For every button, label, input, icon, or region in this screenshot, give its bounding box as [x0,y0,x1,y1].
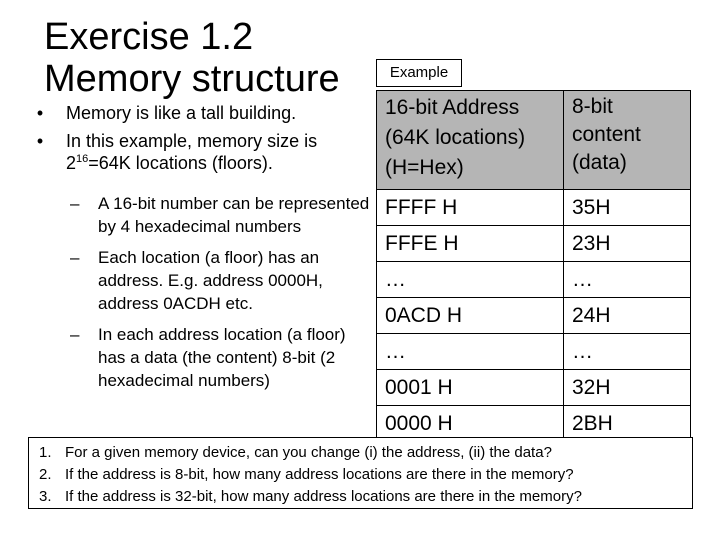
question-item [39,486,682,508]
bullet-text: Memory is like a tall building. [66,103,297,123]
bullet-marker: • [36,103,44,123]
header-line: 16-bit Address [385,96,520,119]
content-cell: 2BH [564,406,691,442]
bullet-text: In this example, memory size is 2 [66,131,318,173]
sub-bullet-text: A 16-bit number can be represented by 4 hexadecimal numbers [98,194,370,236]
sub-bullet-marker: – [70,248,80,267]
bullet-item [28,102,368,124]
title-line-1: Exercise 1.2 [44,16,254,58]
bullet-text-end: =64K locations (floors). [88,153,273,173]
question-text: If the address is 32-bit, how many address locations are there in the memory? [65,488,582,505]
questions-box [28,437,693,509]
table-row [377,370,691,406]
content-column-header [564,91,691,190]
bullet-item [28,130,368,174]
header-line: (data) [572,151,627,174]
exponent: 16 [76,153,89,165]
question-item [39,464,682,486]
header-line: content [572,123,641,146]
table-row [377,226,691,262]
content-cell: … [564,334,691,370]
sub-bullet-item [70,192,370,238]
content-cell: 24H [564,298,691,334]
table-row [377,190,691,226]
question-item [39,442,682,464]
question-text: For a given memory device, can you change (i) the address, (ii) the data? [65,444,552,461]
address-cell: … [377,262,564,298]
question-number: 3. [39,488,52,505]
content-cell: 23H [564,226,691,262]
sub-bullet-text: In each address location (a floor) has a data (the content) 8-bit (2 hexadecimal numbers) [98,325,346,390]
example-label: Example [376,59,462,87]
sub-bullet-item [70,323,370,392]
memory-table [376,90,691,442]
title-line-2: Memory structure [44,58,340,100]
sub-bullet-marker: – [70,194,80,213]
header-line: 8-bit [572,95,613,118]
sub-bullet-marker: – [70,325,80,344]
bullet-list [28,102,368,180]
content-cell: 35H [564,190,691,226]
address-cell: … [377,334,564,370]
table-row [377,334,691,370]
address-column-header [377,91,564,190]
table-row [377,298,691,334]
address-cell: 0001 H [377,370,564,406]
content-cell: 32H [564,370,691,406]
question-number: 2. [39,466,52,483]
table-row [377,262,691,298]
question-number: 1. [39,444,52,461]
question-text: If the address is 8-bit, how many address locations are there in the memory? [65,466,574,483]
address-cell: 0ACD H [377,298,564,334]
table-header-row [377,91,691,190]
sub-bullet-text: Each location (a floor) has an address. E.g. address 0000H, address 0ACDH etc. [98,248,323,313]
sub-bullet-list [70,192,370,400]
bullet-marker: • [36,131,44,151]
slide-title [44,18,340,98]
content-cell: … [564,262,691,298]
address-cell: FFFF H [377,190,564,226]
header-line: (H=Hex) [385,156,464,179]
header-line: (64K locations) [385,126,526,149]
address-cell: 0000 H [377,406,564,442]
address-cell: FFFE H [377,226,564,262]
sub-bullet-item [70,246,370,315]
